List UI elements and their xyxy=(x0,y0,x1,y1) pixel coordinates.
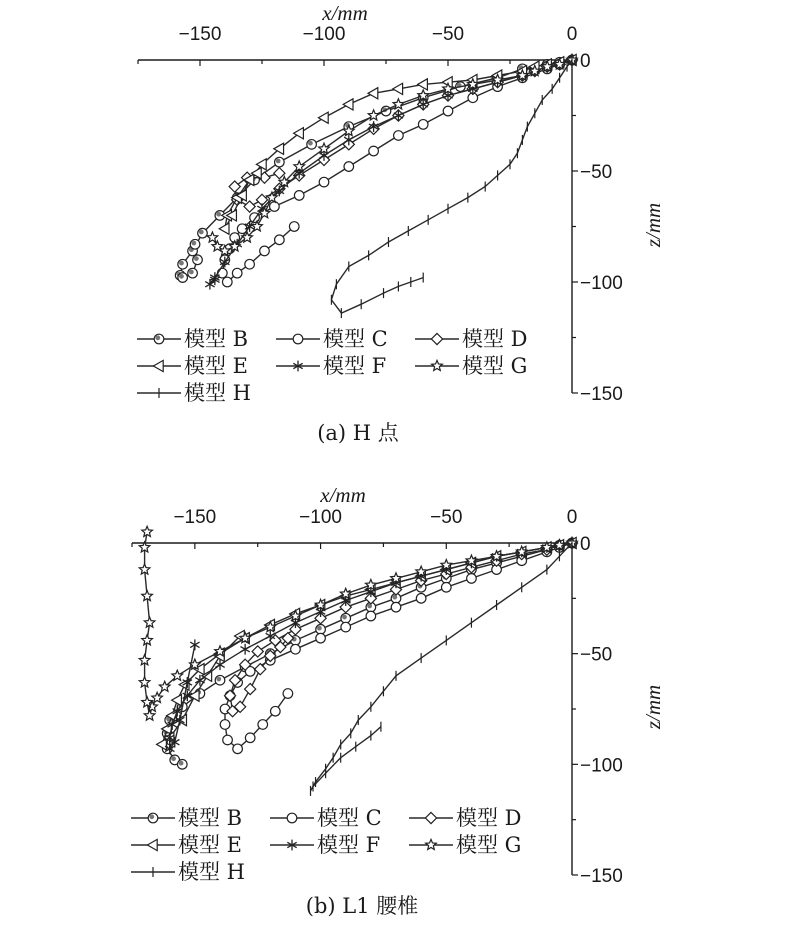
y-axis-title: z/mm xyxy=(641,684,665,730)
legend-label: 模型 H xyxy=(184,381,251,405)
data-point xyxy=(177,760,187,770)
legend-label: 模型 G xyxy=(456,833,522,857)
legend-item xyxy=(415,354,527,378)
legend-marker xyxy=(431,333,442,344)
data-point xyxy=(368,88,378,99)
data-point xyxy=(244,201,255,212)
panel-caption: (b) L1 腰椎 xyxy=(305,894,419,918)
data-point xyxy=(198,228,208,238)
data-point xyxy=(190,239,200,249)
data-point xyxy=(283,689,293,699)
x-axis-title: x/mm xyxy=(320,483,366,507)
data-point xyxy=(144,710,155,720)
y-tick-label: 0 xyxy=(580,534,591,555)
data-point xyxy=(215,675,225,685)
data-point xyxy=(319,177,329,187)
legend-label: 模型 E xyxy=(178,833,243,857)
data-point xyxy=(260,246,270,256)
x-tick-label: 0 xyxy=(566,24,578,45)
data-point xyxy=(316,633,326,643)
legend-marker xyxy=(425,812,436,823)
y-tick-label: 0 xyxy=(580,51,591,72)
panel-a-chart xyxy=(137,1,665,445)
data-point xyxy=(232,268,242,278)
legend-label: 模型 C xyxy=(323,327,388,351)
data-point xyxy=(219,223,229,234)
panel-caption: (a) H 点 xyxy=(317,421,399,445)
x-tick-label: −50 xyxy=(431,24,465,45)
data-point xyxy=(289,222,299,232)
legend-marker xyxy=(148,813,158,823)
data-point xyxy=(193,255,203,265)
data-point xyxy=(233,744,243,754)
data-point xyxy=(245,733,255,743)
y-tick-label: −100 xyxy=(580,273,623,294)
panel-b-chart xyxy=(131,483,665,918)
y-tick-label: −150 xyxy=(580,384,623,405)
legend-item xyxy=(409,806,522,830)
data-point xyxy=(178,259,188,269)
data-point xyxy=(291,644,301,654)
x-axis-title: x/mm xyxy=(322,1,368,25)
legend-item xyxy=(137,354,248,378)
y-tick-label: −50 xyxy=(580,644,613,666)
series-3 xyxy=(157,537,577,750)
data-point xyxy=(144,617,155,627)
series-line xyxy=(222,60,572,282)
data-point xyxy=(139,677,150,687)
data-point xyxy=(416,594,426,604)
data-point xyxy=(178,273,188,283)
legend-label: 模型 B xyxy=(184,327,249,351)
data-point xyxy=(190,639,199,650)
data-point xyxy=(307,140,317,150)
legend-marker xyxy=(147,839,157,850)
data-point xyxy=(142,591,153,601)
data-point xyxy=(240,644,249,655)
data-point xyxy=(366,611,376,621)
series-5 xyxy=(139,526,577,720)
series-line xyxy=(230,543,572,711)
series-line xyxy=(167,543,572,764)
data-point xyxy=(274,168,285,179)
legend-item xyxy=(137,381,251,405)
legend xyxy=(137,327,528,405)
y-tick-label: −150 xyxy=(580,866,623,887)
series-1 xyxy=(220,538,577,753)
legend-label: 模型 H xyxy=(178,860,245,884)
x-tick-label: −50 xyxy=(430,507,463,528)
x-tick-label: 0 xyxy=(566,507,578,528)
data-point xyxy=(393,83,403,94)
data-point xyxy=(275,235,285,245)
legend-label: 模型 G xyxy=(462,354,528,378)
legend-item xyxy=(131,860,245,884)
data-point xyxy=(224,690,235,701)
data-point xyxy=(270,202,280,212)
legend-marker xyxy=(153,360,163,371)
data-point xyxy=(245,683,256,694)
data-point xyxy=(139,655,150,665)
data-point xyxy=(369,146,379,156)
legend-label: 模型 E xyxy=(184,354,249,378)
legend-label: 模型 C xyxy=(317,806,382,830)
data-point xyxy=(443,106,453,116)
legend-item xyxy=(415,327,528,351)
legend-label: 模型 F xyxy=(317,833,381,857)
legend-label: 模型 D xyxy=(462,327,528,351)
legend xyxy=(131,806,522,884)
data-point xyxy=(441,582,451,592)
x-tick-label: −150 xyxy=(173,507,217,528)
legend-marker xyxy=(293,334,303,344)
y-tick-label: −50 xyxy=(580,162,613,183)
x-tick-label: −150 xyxy=(178,24,222,45)
data-point xyxy=(341,613,351,623)
data-point xyxy=(229,181,240,192)
legend-item xyxy=(270,833,380,857)
data-point xyxy=(255,664,266,675)
y-axis-title: z/mm xyxy=(641,202,665,248)
x-tick-label: −100 xyxy=(299,507,342,528)
data-point xyxy=(222,277,232,287)
data-point xyxy=(220,720,230,730)
legend-label: 模型 D xyxy=(456,806,522,830)
data-point xyxy=(258,720,268,730)
legend-item xyxy=(409,833,521,857)
data-point xyxy=(343,99,353,110)
data-point xyxy=(391,602,401,612)
legend-marker xyxy=(432,360,443,370)
x-tick-label: −100 xyxy=(302,24,346,45)
data-point xyxy=(467,574,477,584)
data-point xyxy=(207,232,218,242)
data-point xyxy=(394,131,404,141)
data-point xyxy=(275,157,285,167)
data-point xyxy=(271,706,281,716)
data-point xyxy=(152,692,163,702)
data-point xyxy=(188,268,198,278)
legend-item xyxy=(131,833,242,857)
data-point xyxy=(157,739,167,750)
legend-marker xyxy=(154,334,164,344)
legend-label: 模型 F xyxy=(323,354,387,378)
data-point xyxy=(142,526,153,536)
data-point xyxy=(139,564,150,574)
legend-marker xyxy=(426,839,437,849)
data-point xyxy=(341,622,351,632)
data-point xyxy=(318,112,328,123)
legend-item xyxy=(137,327,248,351)
data-point xyxy=(177,714,187,725)
data-point xyxy=(294,191,304,201)
legend-item xyxy=(270,806,382,830)
data-point xyxy=(223,735,233,745)
data-point xyxy=(245,259,255,269)
legend-item xyxy=(276,327,388,351)
data-point xyxy=(218,268,228,278)
data-point xyxy=(344,162,354,172)
data-point xyxy=(418,120,428,130)
data-point xyxy=(142,635,153,645)
data-point xyxy=(316,625,326,635)
legend-label: 模型 B xyxy=(178,806,243,830)
legend-item xyxy=(276,354,386,378)
data-point xyxy=(418,79,428,90)
series-5 xyxy=(207,54,577,255)
legend-marker xyxy=(287,813,297,823)
legend-item xyxy=(131,806,242,830)
y-tick-label: −100 xyxy=(580,755,623,777)
